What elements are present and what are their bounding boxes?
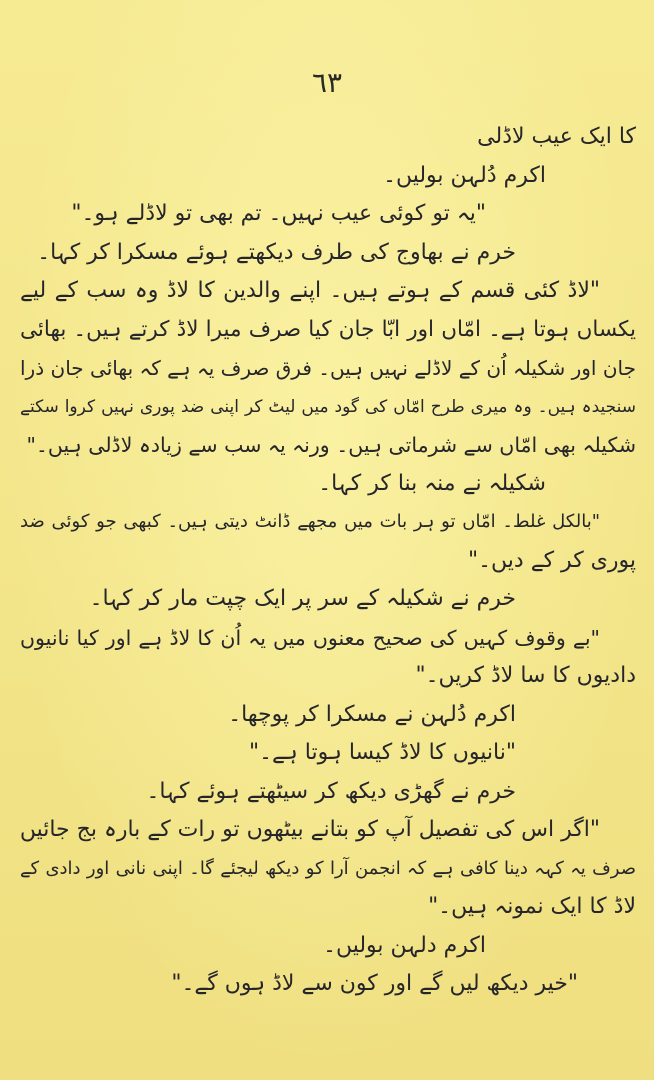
text-line: اکرم دُلہن نے مسکرا کر پوچھا۔ — [228, 701, 516, 727]
text-line: "بے وقوف کہیں کی صحیح معنوں میں یہ اُن کا لاڈ ہے اور کیا نانیوں — [20, 625, 600, 650]
text-line: سنجیدہ ہیں۔ وہ میری طرح امّاں کی گود میں لیٹ کر اپنی ضد پوری نہیں کروا سکتے — [20, 396, 636, 417]
text-line: "یہ تو کوئی عیب نہیں۔ تم بھی تو لاڈلے ہو۔" — [71, 201, 486, 226]
text-line: صرف یہ کہہ دینا کافی ہے کہ انجمن آرا کو دیکھ لیجئے گا۔ اپنی نانی اور دادی کے — [20, 857, 636, 879]
text-line: جان اور شکیلہ اُن کے لاڈلے نہیں ہیں۔ فرق صرف یہ ہے کہ بھائی جان ذرا — [20, 356, 636, 380]
text-line: شکیلہ نے منہ بنا کر کہا۔ — [318, 470, 546, 496]
page-number: ٦٣ — [311, 66, 343, 99]
text-line: "بالکل غلط۔ امّاں تو ہر بات میں مجھے ڈانٹ دیتی ہیں۔ کبھی جو کوئی ضد — [20, 511, 600, 532]
text-line: خرم نے شکیلہ کے سر پر ایک چپت مار کر کہا۔ — [89, 586, 516, 611]
page-body-text — [20, 118, 636, 1004]
text-line: خرم نے بھاوج کی طرف دیکھتے ہوئے مسکرا کر کہا۔ — [37, 239, 516, 265]
text-line: "نانیوں کا لاڈ کیسا ہوتا ہے۔" — [248, 740, 516, 765]
text-line: دادیوں کا سا لاڈ کریں۔" — [415, 663, 636, 688]
text-line: "لاڈ کئی قسم کے ہوتے ہیں۔ اپنے والدین کا لاڈ وہ سب کے لیے — [20, 278, 600, 303]
text-line: کا ایک عیب لاڈلی — [477, 124, 636, 149]
text-line: خرم نے گھڑی دیکھ کر سیٹھتے ہوئے کہا۔ — [146, 778, 516, 804]
text-line: "اگر اس کی تفصیل آپ کو بتانے بیٹھوں تو رات کے بارہ بج جائیں — [20, 817, 600, 842]
text-line: شکیلہ بھی امّاں سے شرماتی ہیں۔ ورنہ یہ سب سے زیادہ لاڈلی ہیں۔" — [26, 433, 636, 457]
text-line: پوری کر کے دیں۔" — [468, 547, 636, 573]
text-line: یکساں ہوتا ہے۔ امّاں اور ابّا جان کیا صرف میرا لاڈ کرتے ہیں۔ بھائی — [20, 316, 636, 342]
text-line: لاڈ کا ایک نمونہ ہیں۔" — [428, 894, 636, 919]
text-line: "خیر دیکھ لیں گے اور کون سے لاڈ ہوں گے۔" — [171, 971, 578, 996]
text-line: اکرم دُلہن بولیں۔ — [383, 162, 546, 188]
text-line: اکرم دلہن بولیں۔ — [323, 932, 486, 958]
